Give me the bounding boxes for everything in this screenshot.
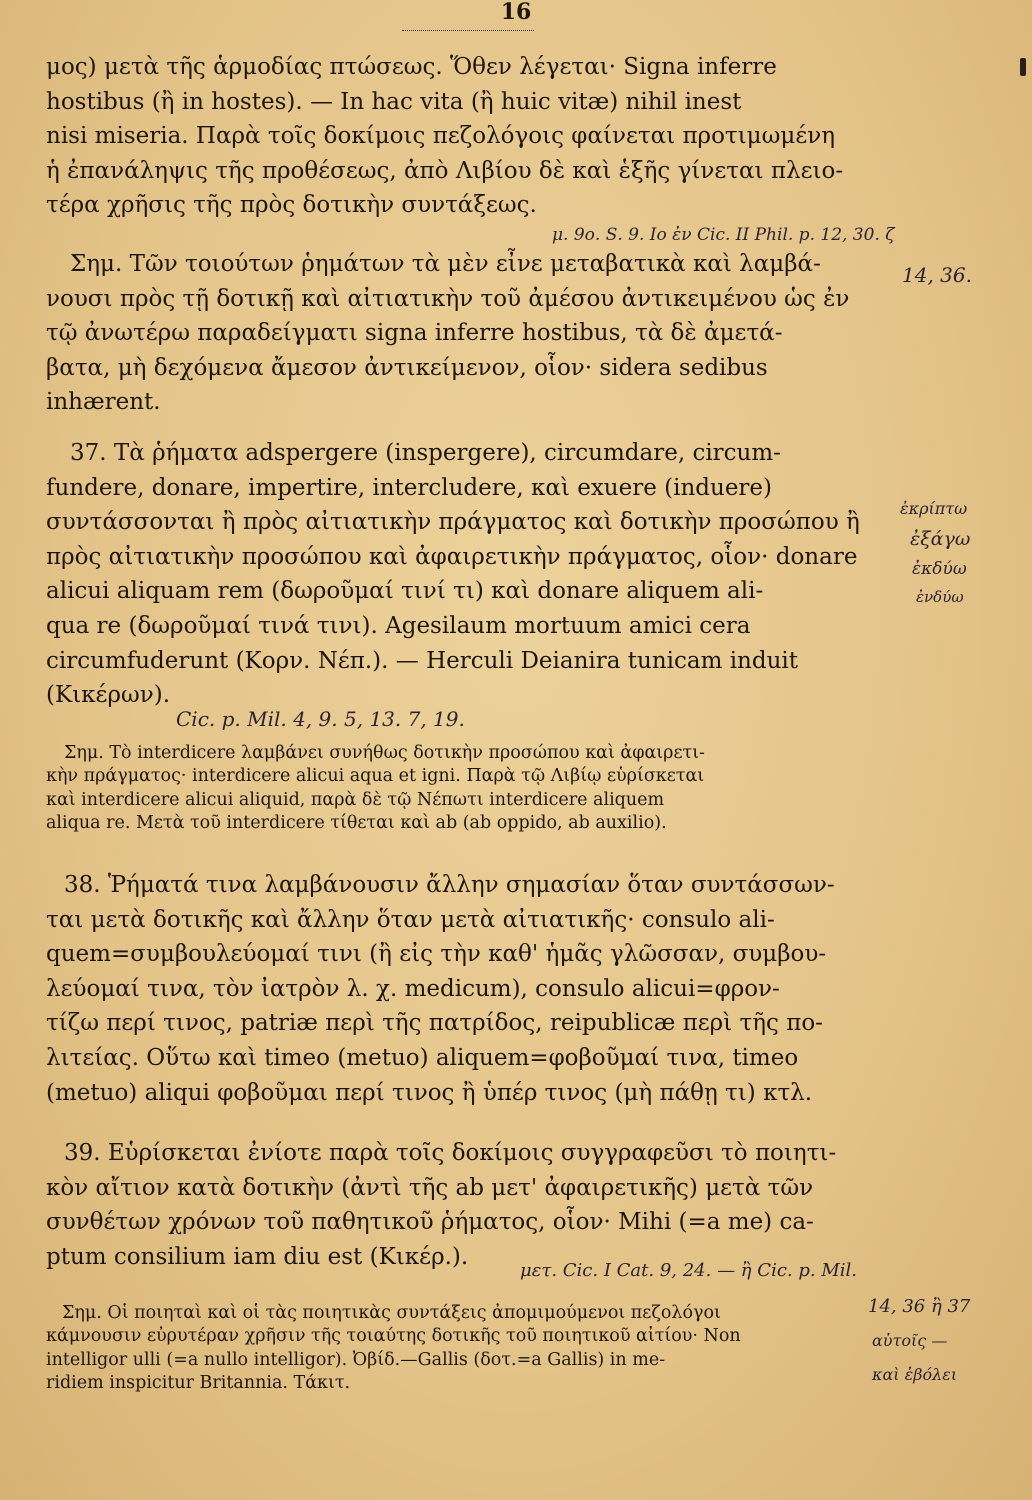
text-line: κὴν πράγματος· interdicere alicui aqua et igni. Παρὰ τῷ Λιβίῳ εὑρίσκεται [46,766,705,787]
text-line: inhærent. [46,389,161,416]
text-line: κάμνουσιν εὐρυτέραν χρῆσιν τῆς τοιαύτης δοτικῆς τοῦ ποιητικοῦ αἰτίου· Non [46,1326,741,1347]
page-number: 16 [500,0,532,25]
note-37 [46,742,894,835]
text-line: circumfuderunt (Κορν. Νέπ.). — Herculi Deianira tunicam induit [46,647,799,674]
text-line: hostibus (ἢ in hostes). — In hac vita (ἢ huic vitæ) nihil inest [46,88,742,115]
text-line: λεύομαί τινα, τὸν ἰατρὸν λ. χ. medicum), consulo alicui=φρον- [46,975,780,1002]
note-paragraph [46,247,890,420]
text-line: alicui aliquam rem (δωροῦμαί τινί τι) καὶ donare aliquem ali- [46,578,764,605]
text-line: 39. Εὑρίσκεται ἐνίοτε παρὰ τοῖς δοκίμοις συγγραφεῦσι τὸ ποιητι- [64,1140,837,1166]
handwritten-annotation: 14, 36. [902,263,972,287]
handwritten-annotation: Cic. p. Mil. 4, 9. 5, 13. 7, 19. [176,707,465,731]
margin-mark [1020,58,1026,76]
text-line: Σημ. Οἱ ποιηταὶ καὶ οἱ τὰς ποιητικὰς συντάξεις ἀπομιμούμενοι πεζολόγοι [62,1303,721,1323]
text-line: τέρα χρῆσις τῆς πρὸς δοτικὴν συντάξεως. [46,192,537,219]
text-line: (metuo) aliqui φοβοῦμαι περί τινος ἢ ὑπέρ τινος (μὴ πάθῃ τι) κτλ. [46,1079,813,1106]
text-line: τῷ ἀνωτέρω παραδείγματι signa inferre hostibus, τὰ δὲ ἀμετά- [46,320,783,347]
text-line: intelligor ulli (=a nullo intelligor). Ὀβίδ.—Gallis (δοτ.=a Gallis) in me- [46,1349,666,1370]
handwritten-annotation: ἐκρίπτω [900,499,968,518]
text-line: quem=συμβουλεύομαί τινι (ἢ εἰς τὴν καθ' ἡμᾶς γλῶσσαν, συμβου- [46,941,827,968]
text-line: Σημ. Τὸ interdicere λαμβάνει συνήθως δοτικὴν προσώπου καὶ ἀφαιρετι- [64,743,705,763]
text-line: Σημ. Τῶν τοιούτων ῥημάτων τὰ μὲν εἶνε μεταβατικὰ καὶ λαμβά- [70,251,821,277]
text-line: συνθέτων χρόνων τοῦ παθητικοῦ ῥήματος, οἷον· Mihi (=a me) ca- [46,1209,814,1236]
handwritten-annotation: ἐνδύω [916,588,964,606]
text-line: νουσι πρὸς τῇ δοτικῇ καὶ αἰτιατικὴν τοῦ ἀμέσου ἀντικειμένου ὡς ἐν [46,285,850,312]
text-line: ridiem inspicitur Britannia. Τάκιτ. [46,1372,351,1393]
handwritten-annotation: μ. 9ο. Ѕ. 9. Ιο ἐν Cic. II Phil. p. 12, 30. ζ [552,225,895,245]
text-line: συντάσσονται ἢ πρὸς αἰτιατικὴν πράγματος καὶ δοτικὴν προσώπου ἢ [46,509,860,536]
text-line: βατα, μὴ δεχόμενα ἄμεσον ἀντικείμενον, οἷον· sidera sedibus [46,354,768,381]
text-line: qua re (δωροῦμαί τινά τινι). Agesilaum mortuum amici cera [46,612,751,639]
text-line: λιτείας. Οὕτω καὶ timeo (metuo) aliquem=φοβοῦμαί τινα, timeo [46,1044,799,1071]
handwritten-annotation: 14, 36 ἢ 37 [868,1296,971,1317]
text-line: nisi miseria. Παρὰ τοῖς δοκίμοις πεζολόγοις φαίνεται προτιμωμένη [46,123,835,150]
handwritten-annotation: καὶ ἐβόλει [872,1365,958,1384]
handwritten-annotation: μετ. Cic. I Cat. 9, 24. — ἢ Cic. p. Mil. [520,1260,857,1281]
text-line: τίζω περί τινος, patriæ περὶ τῆς πατρίδος, reipublicæ περὶ τῆς πο- [46,1010,823,1037]
text-line: πρὸς αἰτιατικὴν προσώπου καὶ ἀφαιρετικὴν πράγματος, οἷον· donare [46,543,858,570]
handwritten-annotation: ἐξάγω [910,528,971,550]
text-line: aliqua re. Μετὰ τοῦ interdicere τίθεται καὶ ab (ab oppido, ab auxilio). [46,812,667,833]
text-line: ptum consilium iam diu est (Κικέρ.). [46,1243,469,1270]
text-line: fundere, donare, impertire, intercludere, καὶ exuere (induere) [46,474,773,501]
note-39 [46,1302,894,1395]
paragraph-37 [46,436,894,713]
intro-paragraph [46,50,894,223]
paragraph-38 [46,868,894,1110]
text-line: καὶ interdicere alicui aliquid, παρὰ δὲ τῷ Νέπωτι interdicere aliquem [46,789,665,810]
text-line: κὸν αἴτιον κατὰ δοτικὴν (ἀντὶ τῆς ab μετ' ἀφαιρετικῆς) μετὰ τῶν [46,1174,814,1201]
text-line: 37. Τὰ ῥήματα adspergere (inspergere), circumdare, circum- [70,440,781,466]
text-line: ται μετὰ δοτικῆς καὶ ἄλλην ὅταν μετὰ αἰτιατικῆς· consulo ali- [46,906,775,933]
paragraph-39 [46,1136,894,1274]
handwritten-annotation: αὐτοῖς — [872,1331,948,1350]
text-line: (Κικέρων). [46,682,171,709]
text-line: ἡ ἐπανάληψις τῆς προθέσεως, ἀπὸ Λιβίου δὲ καὶ ἑξῆς γίνεται πλειο- [46,157,844,184]
header-rule [402,30,534,31]
handwritten-annotation: ἐκδύω [912,559,967,579]
text-line: 38. Ῥήματά τινα λαμβάνουσιν ἄλλην σημασίαν ὅταν συντάσσων- [64,872,835,898]
text-line: μος) μετὰ τῆς ἁρμοδίας πτώσεως. Ὅθεν λέγεται· Signa inferre [46,54,777,80]
